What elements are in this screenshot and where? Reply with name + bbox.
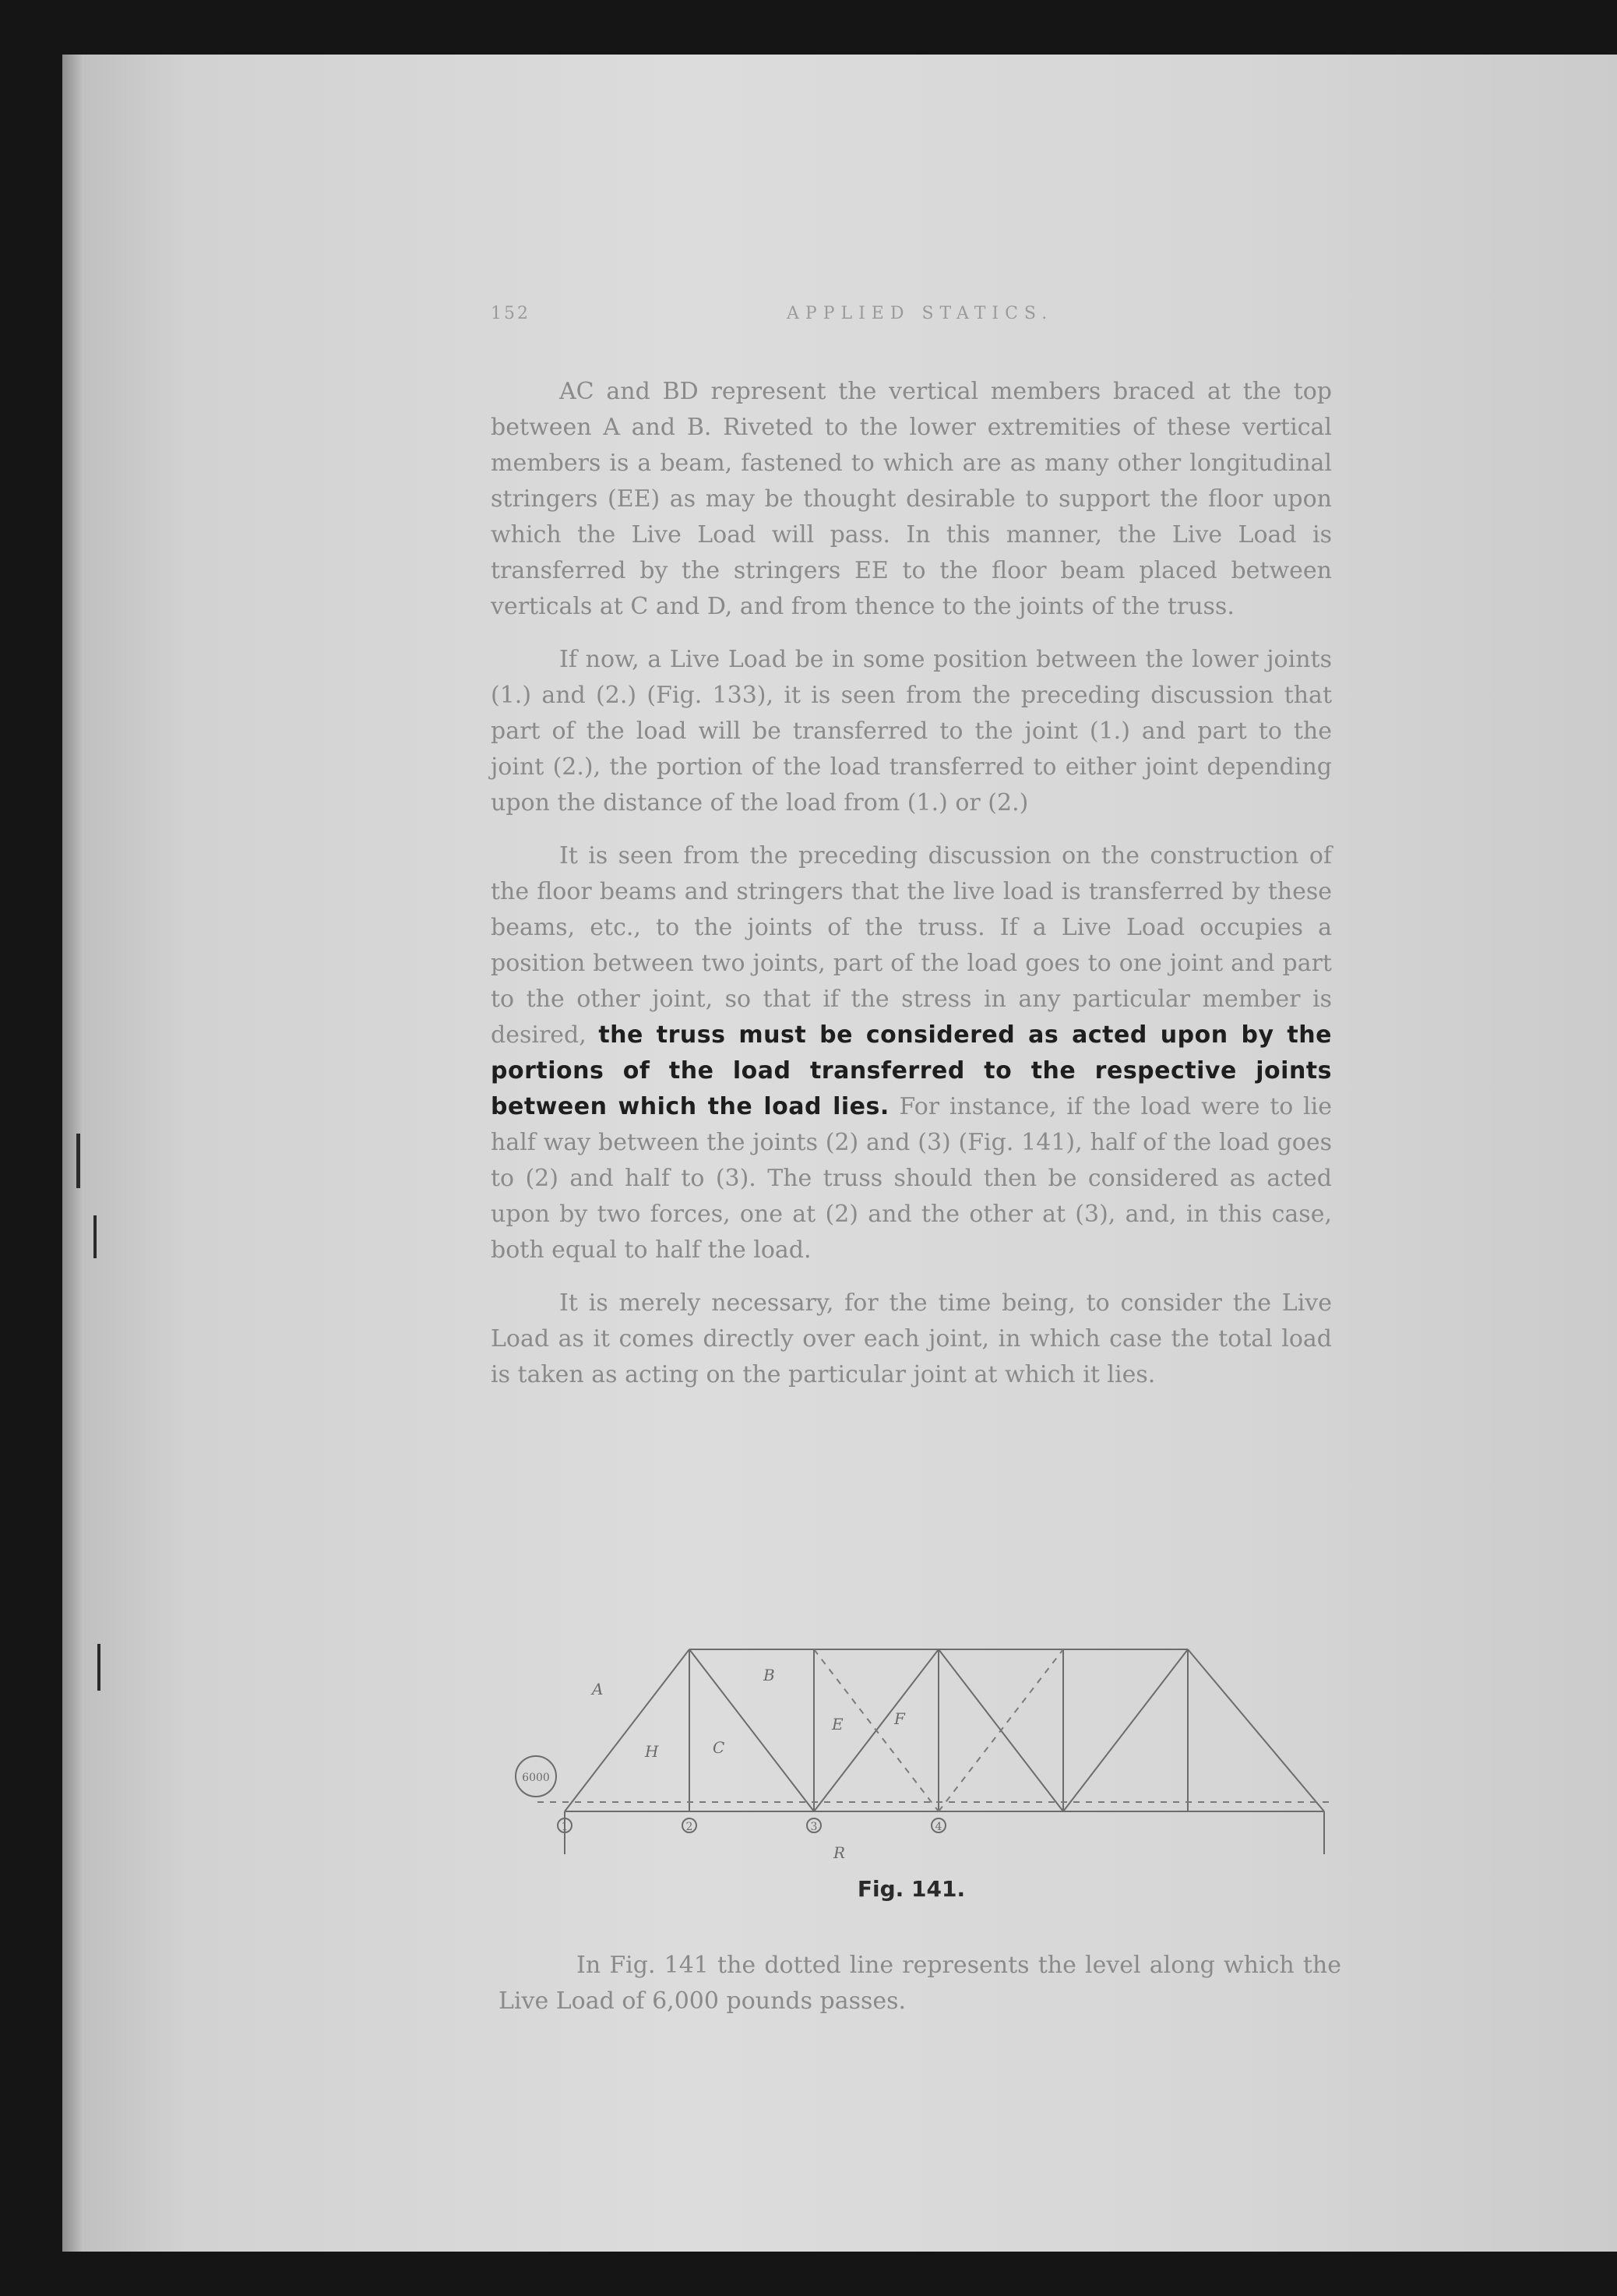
paragraph: It is merely necessary, for the time being, to consider the Live Load as it comes directly over each joint, in which case the total load is taken as acting on the particular joint at which it lies. [491, 1289, 1332, 1388]
scan-mark [76, 1134, 80, 1188]
diagonal-member [689, 1649, 814, 1811]
end-post-right [1188, 1649, 1324, 1811]
running-head [491, 304, 1332, 335]
page-number: 152 [491, 304, 530, 323]
body-text [491, 374, 1332, 1410]
diagonal-member [1063, 1649, 1188, 1811]
region-label-e: E [832, 1715, 844, 1733]
truss-diagram [506, 1632, 1348, 1889]
emphasized-statement: the truss must be considered as acted upon by the portions of the load transferred to the respective joints between which the load lies. [491, 1021, 1332, 1120]
region-label-a: A [592, 1680, 604, 1698]
joint-label-4: 4 [935, 1821, 942, 1833]
paragraph: If now, a Live Load be in some position between the lower joints (1.) and (2.) (Fig. 133), it is seen from the preceding discussion that part of the load will be transferred to the joint (1.) and part to the joint (2.), the portion of the load transferred to either joint depending upon the distance of the load from (1.) or (2.) [491, 646, 1332, 816]
region-label-c: C [713, 1738, 725, 1757]
region-label-r: R [833, 1843, 846, 1862]
paragraph-text: It is seen from the preceding discussion on the construction of the floor beams and stringers that the live load is transferred by these beams, etc., to the joints of the truss. If a Live Load occupies a position between two joints, part of the load goes to one joint and part to the other joint, so that if the stress in any particular member is desired, [491, 842, 1332, 1049]
region-label-h: H [645, 1742, 659, 1761]
load-label: 6000 [522, 1772, 550, 1784]
binding-edge [62, 55, 84, 2252]
end-post-left [565, 1649, 689, 1811]
joint-label-3: 3 [810, 1821, 818, 1833]
scan-mark [97, 1644, 100, 1691]
figure-caption: Fig. 141. [857, 1876, 966, 1902]
running-title: APPLIED STATICS. [787, 304, 1054, 323]
scan-mark [93, 1215, 97, 1258]
paragraph: In Fig. 141 the dotted line represents the level along which the Live Load of 6,000 pounds passes. [498, 1952, 1341, 2015]
paragraph [491, 838, 1332, 1268]
truss-figure [506, 1632, 1348, 1889]
closing-text [498, 1948, 1341, 2019]
region-label-b: B [763, 1666, 775, 1684]
paragraph-text: For instance, if the load were to lie half way between the joints (2) and (3) (Fig. 141), half of the load goes to (2) and half to (3). The truss should then be considered as acted upon by two forces, one at (2) and the other at (3), and, in this case, both equal to half the load. [491, 1093, 1332, 1264]
paragraph: AC and BD represent the vertical members braced at the top between A and B. Riveted to the lower extremities of these vertical members is a beam, fastened to which are as many other longitudinal stringers (EE) as may be thought desirable to support the floor upon which the Live Load will pass. In this manner, the Live Load is transferred by the stringers EE to the floor beam placed between verticals at C and D, and from thence to the joints of the truss. [491, 378, 1332, 620]
region-label-f: F [894, 1709, 905, 1728]
joint-label-2: 2 [685, 1821, 693, 1833]
joint-label-1: 1 [561, 1821, 569, 1833]
